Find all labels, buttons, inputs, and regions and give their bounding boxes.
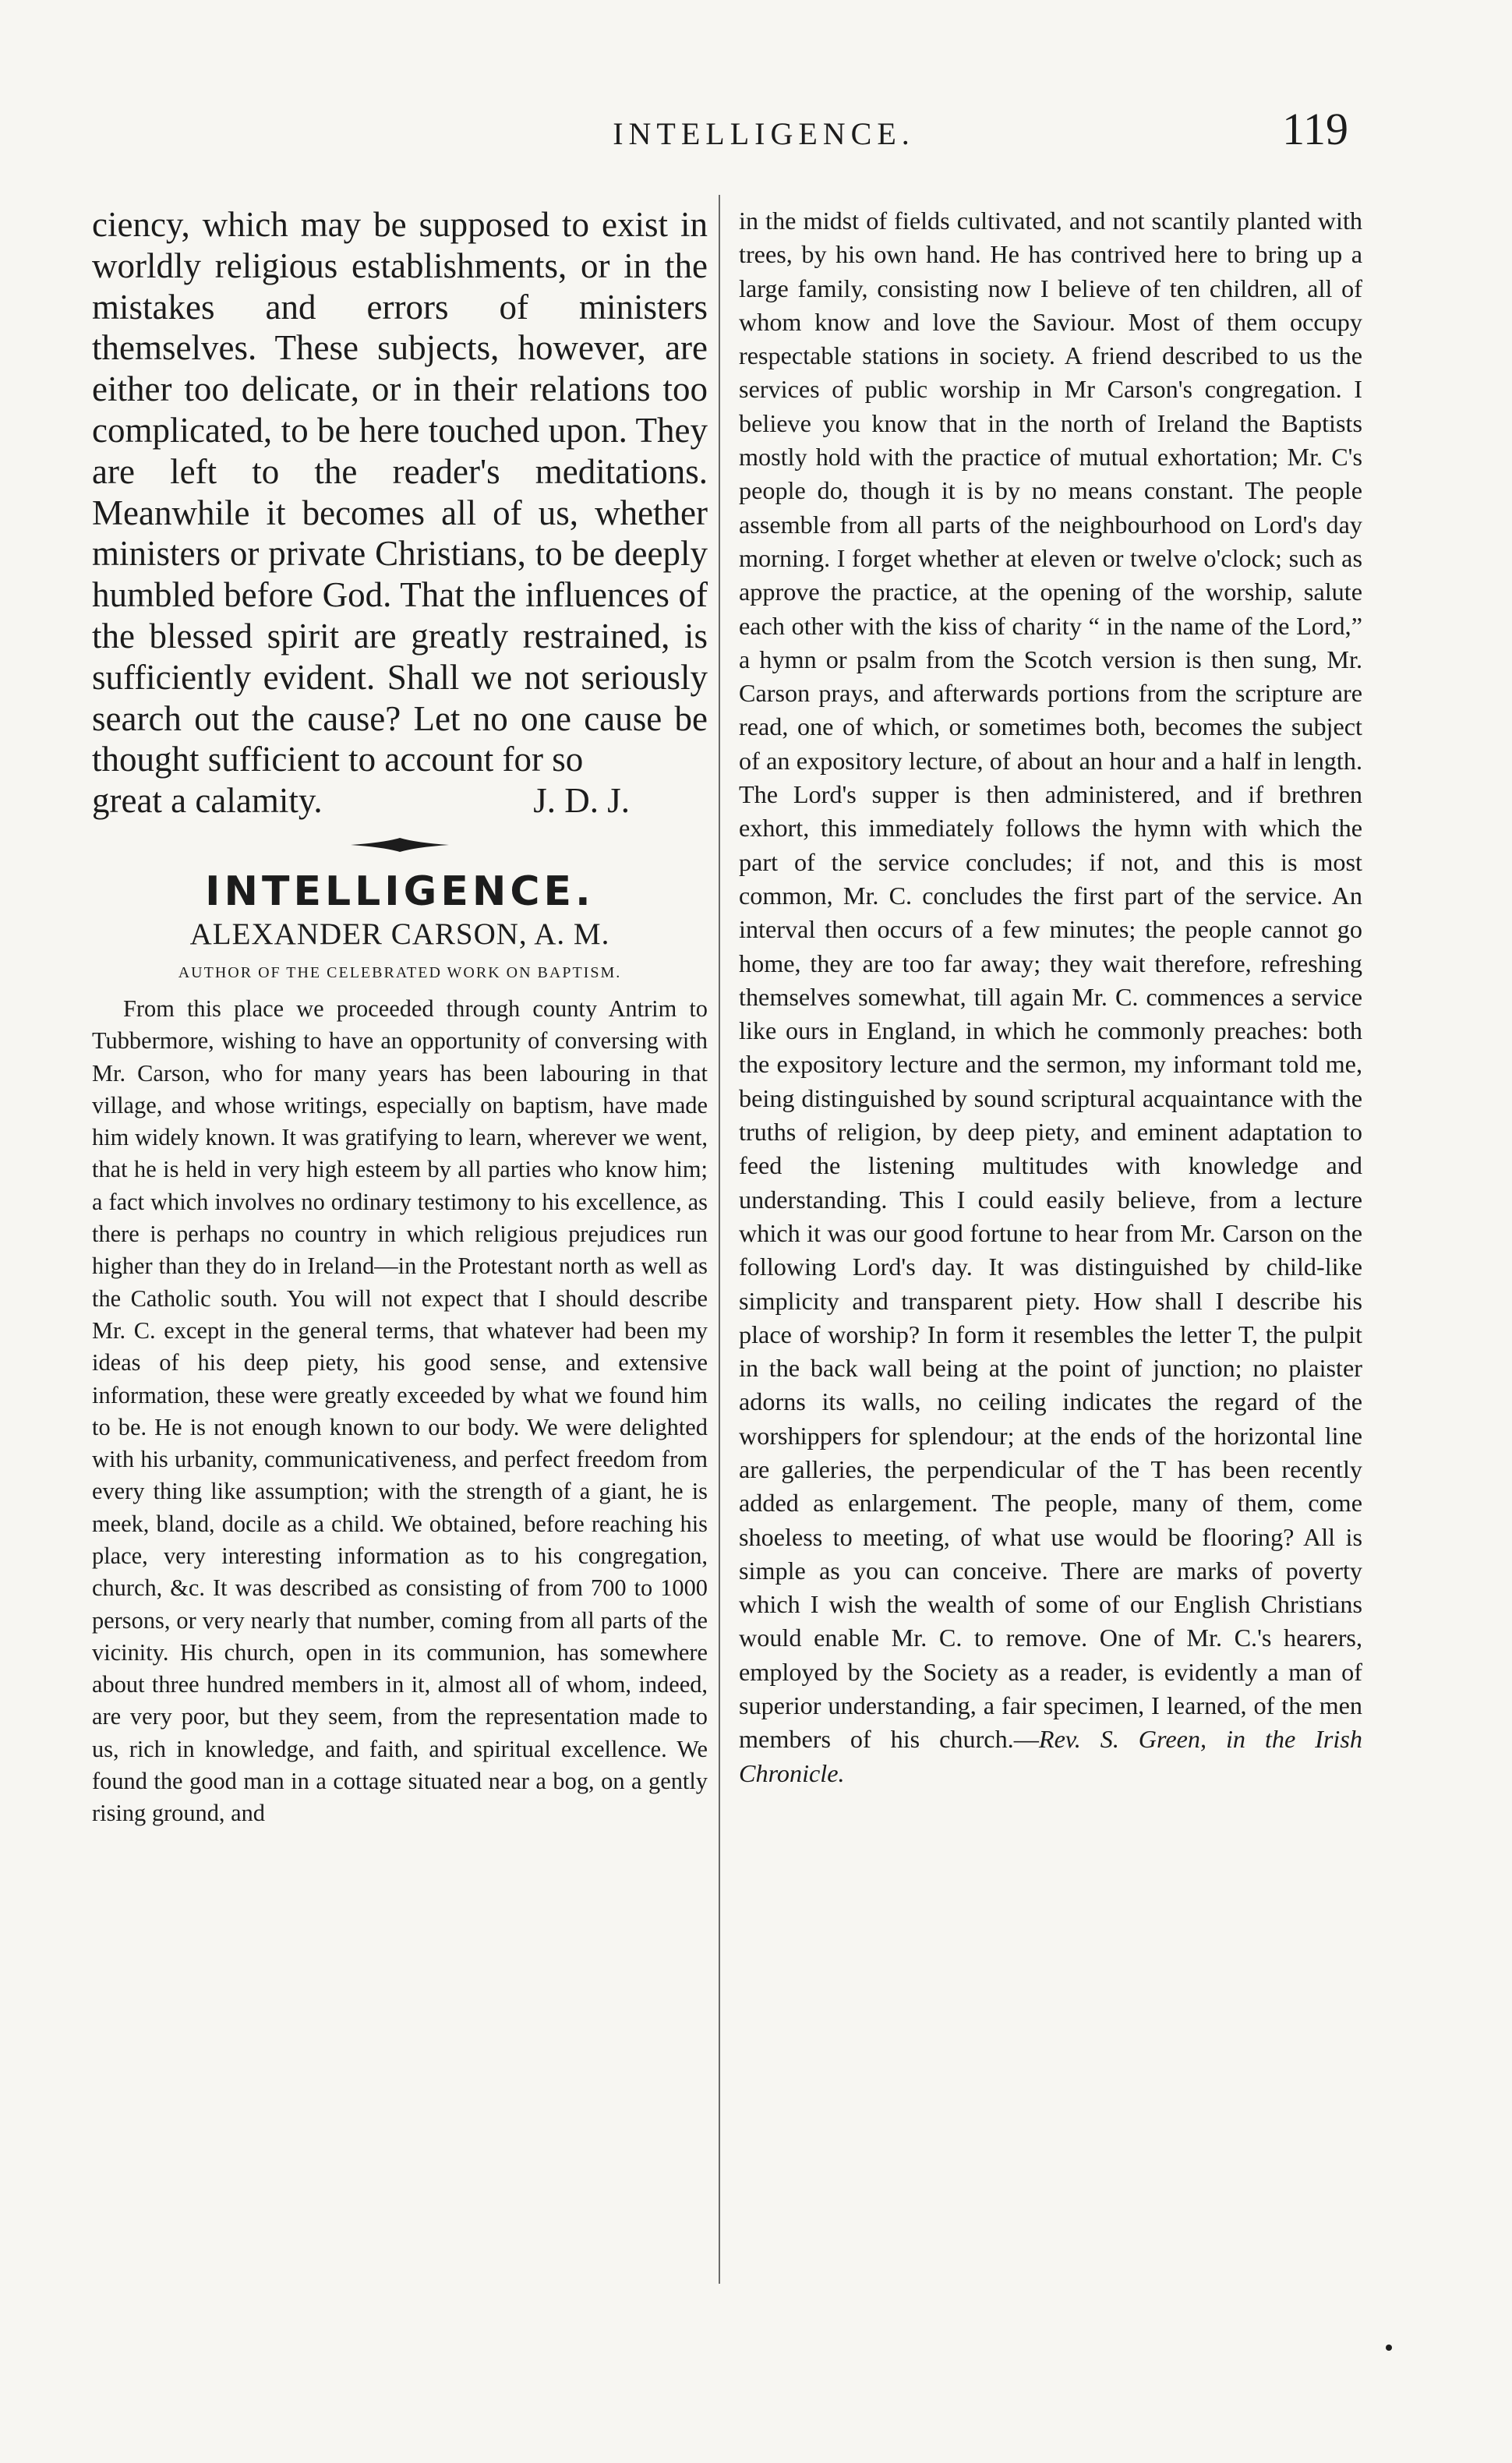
closing-phrase: great a calamity. xyxy=(92,781,323,821)
section-heading: INTELLIGENCE. xyxy=(205,868,595,915)
ink-dot xyxy=(1386,2345,1392,2351)
closing-line xyxy=(92,780,708,822)
continuation-paragraph: ciency, which may be supposed to exist in worldly religious establishments, or in the mistakes and errors of ministers themselves. These subjects, however, are either too delicate, or in their relations too complicated, to be here touched upon. They are left to the reader's meditations. Meanwhile it becomes all of us, whether ministers or private Christians, to be deeply humbled before God. That the influences of the blessed spirit are greatly restrained, is sufficiently evident. Shall we not seriously search out the cause? Let no one cause be thought sufficient to account for so xyxy=(92,205,708,779)
left-column xyxy=(92,204,708,1830)
article-subtitle: AUTHOR OF THE CELEBRATED WORK ON BAPTISM. xyxy=(178,963,622,981)
column-divider xyxy=(719,195,720,2284)
article-title: ALEXANDER CARSON, A. M. xyxy=(189,917,610,951)
running-head: INTELLIGENCE. xyxy=(613,116,915,151)
right-column xyxy=(739,204,1362,1790)
article-body-left: From this place we proceeded through county Antrim to Tubbermore, wishing to have an opportunity of conversing with Mr. Carson, who for many years has been labouring in that village, and whose writings, especially on baptism, have made him widely known. It was gratifying to learn, wherever we went, that he is held in very high esteem by all parties who know him; a fact which involves no ordinary testimony to his excellence, as there is perhaps no country in which religious prejudices run higher than they do in Ireland—in the Protestant north as well as the Catholic south. You will not expect that I should describe Mr. C. except in the general terms, that whatever had been my ideas of his deep piety, his good sense, and extensive information, these were greatly exceeded by what we found him to be. He is not enough known to our body. We were delighted with his urbanity, communicativeness, and perfect freedom from every thing like assumption; with the strength of a giant, he is meek, bland, docile as a child. We obtained, before reaching his place, very interesting information as to his congregation, church, &c. It was described as consisting of from 700 to 1000 persons, or very nearly that number, coming from all parts of the vicinity. His church, open in its communion, has somewhere about three hundred members in it, almost all of whom, indeed, are very poor, but they seem, from the representation made to us, rich in knowledge, and faith, and spiritual excellence. We found the good man in a cottage situated near a bog, on a gently rising ground, and xyxy=(92,995,708,1827)
attribution: Rev. S. Green, in the Irish Chronicle. xyxy=(739,1725,1362,1787)
ornamental-rule xyxy=(349,836,450,854)
article-body-right xyxy=(739,204,1362,1790)
page-number: 119 xyxy=(1282,104,1348,154)
article-body-right-text: in the midst of fields cultivated, and not scantily planted with trees, by his own hand. He has contrived here to bring up a large family, consisting now I believe of ten children, all of whom know and love the Saviour. Most of them occupy respectable stations in society. A friend described to us the services of public worship in Mr Carson's congregation. I believe you know that in the north of Ireland the Baptists mostly hold with the practice of mutual exhortation; Mr. C's people do, though it is by no means constant. The people assemble from all parts of the neighbourhood on Lord's day morning. I forget whether at eleven or twelve o'clock; such as approve the practice, at the opening of the worship, salute each other with the kiss of charity “ in the name of the Lord,” a hymn or psalm from the Scotch version is then sung, Mr. Carson prays, and afterwards portions from the scripture are read, one of which, or sometimes both, becomes the subject of an expository lecture, of about an hour and a half in length. The Lord's supper is then administered, and if brethren exhort, this immediately follows the hymn with which the part of the service concludes; if not, and this is most common, Mr. C. concludes the first part of the service. An interval then occurs of a few minutes; the people cannot go home, they are too far away; they wait therefore, refreshing themselves somewhat, till again Mr. C. commences a service like ours in England, in which he commonly preaches: both the expository lecture and the sermon, my informant told me, being distinguished by sound scriptural acquaintance with the truths of religion, by deep piety, and eminent adaptation to feed the listening multitudes with knowledge and understanding. This I could easily believe, from a lecture which it was our good fortune to hear from Mr. Carson on the following Lord's day. It was distinguished by child-like simplicity and transparent piety. How shall I describe his place of worship? In form it resembles the letter T, the pulpit in the back wall being at the point of junction; no plaister adorns its walls, no ceiling indicates the regard of the worshippers for splendour; at the ends of the horizontal line are galleries, the perpendicular of the T has been recently added as enlargement. The people, many of them, come shoeless to meeting, of what use would be flooring? All is simple as you can conceive. There are marks of poverty which I wish the wealth of some of our English Christians would enable Mr. C. to remove. One of Mr. C.'s hearers, employed by the Society as a reader, is evidently a man of superior understanding, a fair specimen, I learned, of the men members of his church.— xyxy=(739,207,1362,1754)
signature: J. D. J. xyxy=(533,781,630,821)
